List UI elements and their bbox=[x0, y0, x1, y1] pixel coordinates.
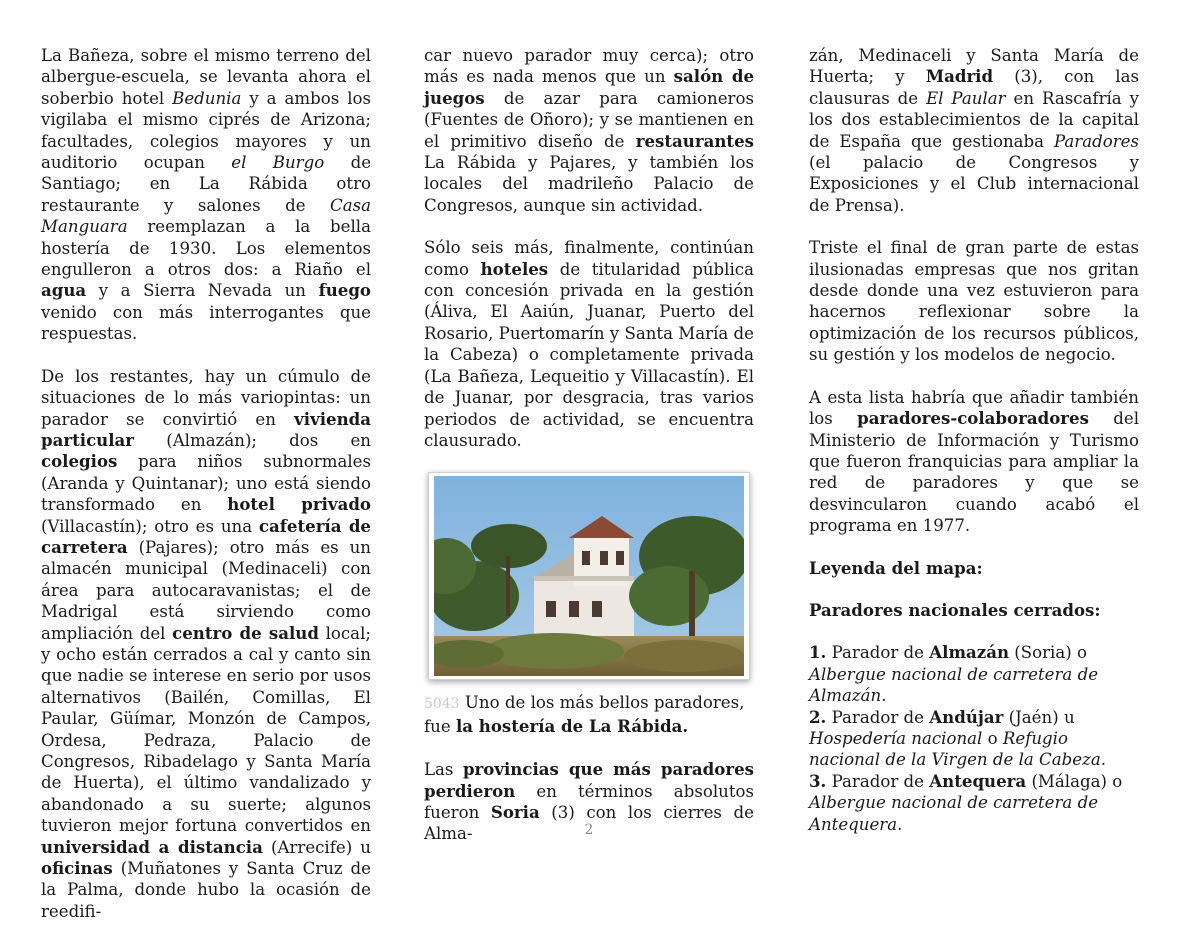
bold-text: 1. bbox=[809, 642, 827, 663]
text-run: (Almazán); dos en bbox=[134, 430, 371, 450]
text-run: de azar para camioneros (Fuentes de Oñoro); y se mantienen en el primitivo diseño de bbox=[424, 88, 754, 151]
bold-text: universidad a distancia bbox=[41, 836, 263, 857]
list-item bbox=[809, 642, 1139, 706]
italic-text: Refugio nacional de la Virgen de la Cabeza. bbox=[809, 728, 1106, 770]
closed-paradores-title: Paradores nacionales cerrados: bbox=[809, 599, 1101, 620]
paragraph bbox=[424, 237, 754, 451]
bold-text: Soria bbox=[490, 801, 540, 822]
text-run: (Soria) o bbox=[1009, 643, 1087, 663]
bold-text: centro de salud bbox=[172, 622, 319, 643]
text-run: (el palacio de Congresos y Exposiciones y el Club internacional de Prensa). bbox=[809, 153, 1139, 215]
text-run: Las bbox=[424, 760, 463, 780]
bold-text: colegios bbox=[41, 451, 118, 472]
bold-text: Andújar bbox=[929, 706, 1004, 727]
text-run: La Rábida y Pajares, y también los locales del madrileño Palacio de Congresos, aunque sin actividad. bbox=[424, 153, 754, 215]
text-run: en términos absolutos fueron bbox=[424, 781, 754, 822]
text-run: local; y ocho están cerrados a cal y canto sin que nadie se interese en serio por usos alternativos (Bailén, Comillas, El Paular, Güímar, Monzón de Campos, Ordesa, Pedraza, Palacio de Congresos, Ribadelago y Santa María de Huerta), el último vandalizado y abandonado a su suerte; algunos tuvieron mejor fortuna convertidos en bbox=[41, 623, 371, 836]
text-run: A esta lista habría que añadir también los bbox=[809, 387, 1139, 429]
text-column-right bbox=[809, 45, 1139, 835]
bold-text: paradores-colaboradores bbox=[857, 408, 1089, 429]
text-run: Triste el final de gran parte de estas ilusionadas empresas que nos gritan desde donde una vez estuvieron para hacernos reflexionar sobre la optimización de los recursos públicos, su gestión y los modelos de negocio. bbox=[809, 238, 1139, 365]
italic-text: el Burgo bbox=[231, 153, 325, 173]
italic-text: El Paular bbox=[926, 88, 1006, 108]
caption-line-1: Uno de los más bellos paradores, bbox=[464, 693, 745, 713]
image-number: 5043 bbox=[424, 696, 460, 713]
caption-line-2b: la hostería de La Rábida. bbox=[455, 715, 689, 736]
text-run: (Pajares); otro más es un almacén municipal (Medinaceli) con área para autocaravanistas; el de Madrigal está sirviendo como ampliación del bbox=[41, 537, 371, 643]
closed-paradores-list bbox=[809, 642, 1139, 835]
text-column-middle bbox=[424, 45, 754, 866]
italic-text: Casa Manguara bbox=[41, 195, 371, 237]
text-run: y a ambos los vigilaba el mismo ciprés de Arizona; facultades, colegios mayores y un auditorio ocupan bbox=[41, 88, 372, 173]
text-run: (3) con los cierres de Alma- bbox=[424, 802, 754, 844]
text-run: reemplazan a la bella hostería de 1930. Los elementos engulleron a otros dos: a Riaño el bbox=[41, 217, 371, 280]
bold-text: restaurantes bbox=[635, 130, 754, 151]
text-run: Sólo seis más, finalmente, continúan como bbox=[424, 238, 754, 279]
text-run: La Bañeza, sobre el mismo terreno del albergue-escuela, se levanta ahora el soberbio hotel bbox=[41, 46, 371, 108]
text-run: o bbox=[982, 728, 1003, 748]
italic-text: Albergue nacional de carretera de Almazán. bbox=[809, 664, 1099, 706]
text-run: (Málaga) o bbox=[1026, 771, 1123, 791]
photo-caption bbox=[424, 692, 754, 737]
text-run: del Ministerio de Información y Turismo que fueron franquicias para ampliar la red de paradores y que se desvincularon cuando acabó el programa en 1977. bbox=[809, 409, 1140, 536]
bold-text: provincias que más paradores perdieron bbox=[424, 759, 754, 801]
bold-text: Madrid bbox=[925, 66, 994, 87]
text-run: (Muñatones y Santa Cruz de la Palma, donde hubo la ocasión de reedifi- bbox=[41, 859, 371, 921]
text-run: Parador de bbox=[826, 771, 930, 791]
text-run: para niños subnormales (Aranda y Quintanar); uno está siendo transformado en bbox=[41, 452, 371, 515]
photo-hosteria-la-rabida bbox=[428, 472, 750, 680]
paragraph bbox=[809, 387, 1139, 537]
text-run: De los restantes, hay un cúmulo de situaciones de lo más variopintas: un parador se convirtió en bbox=[41, 366, 371, 429]
text-run: Parador de bbox=[826, 707, 930, 727]
text-run: de titularidad pública con concesión privada en la gestión (Áliva, El Aaiún, Juanar, Puerto del Rosario, Puertomarín y Santa María de la Cabeza) o completamente privada (La Bañeza, Lequeitio y Villacastín). El de Juanar, por desgracia, tras varios periodos de actividad, se encuentra clausurado. bbox=[424, 259, 754, 450]
text-run: (Jaén) u bbox=[1003, 707, 1075, 727]
text-run: y a Sierra Nevada un bbox=[86, 281, 319, 301]
bold-text: agua bbox=[41, 280, 87, 301]
bold-text: hotel privado bbox=[227, 494, 371, 515]
paragraph bbox=[809, 45, 1139, 216]
text-run: zán, Medinaceli y Santa María de Huerta; y bbox=[809, 46, 1139, 87]
italic-text: Paradores bbox=[1053, 131, 1139, 151]
italic-text: Hospedería nacional bbox=[809, 728, 983, 748]
caption-line-2a: fue bbox=[424, 716, 456, 736]
list-item bbox=[809, 707, 1139, 771]
text-run: (3), con las clausuras de bbox=[809, 67, 1139, 108]
bold-text: cafetería de carretera bbox=[41, 515, 371, 557]
text-run: (Villacastín); otro es una bbox=[41, 516, 259, 536]
text-run: car nuevo parador muy cerca); otro más es nada menos que un bbox=[424, 46, 754, 87]
paragraph bbox=[424, 45, 754, 216]
page-number: 2 bbox=[584, 822, 594, 838]
bold-text: 2. bbox=[809, 706, 827, 727]
bold-text: 3. bbox=[809, 770, 827, 791]
paragraph bbox=[41, 45, 371, 345]
bold-text: vivienda particular bbox=[41, 408, 371, 450]
bold-text: salón de juegos bbox=[424, 66, 755, 108]
paragraph bbox=[809, 237, 1139, 365]
bold-text: Antequera bbox=[929, 770, 1027, 791]
italic-text: Albergue nacional de carretera de Antequera. bbox=[809, 793, 1099, 834]
text-run: Parador de bbox=[826, 643, 930, 663]
text-column-left bbox=[41, 45, 371, 943]
legend-title: Leyenda del mapa: bbox=[809, 557, 983, 578]
italic-text: Bedunia bbox=[172, 88, 242, 108]
text-run: en Rascafría y los dos establecimientos de la capital de España que gestionaba bbox=[809, 88, 1140, 151]
bold-text: oficinas bbox=[41, 858, 113, 879]
bold-text: hoteles bbox=[480, 258, 549, 279]
bold-text: fuego bbox=[318, 280, 371, 301]
paragraph bbox=[41, 366, 371, 923]
text-run: venido con más interrogantes que respuestas. bbox=[41, 302, 371, 344]
hosteria-photo-image bbox=[434, 476, 744, 676]
bold-text: Almazán bbox=[929, 642, 1010, 663]
text-run: (Arrecife) u bbox=[262, 837, 371, 857]
text-run: de Santiago; en La Rábida otro restaurante y salones de bbox=[41, 153, 372, 215]
